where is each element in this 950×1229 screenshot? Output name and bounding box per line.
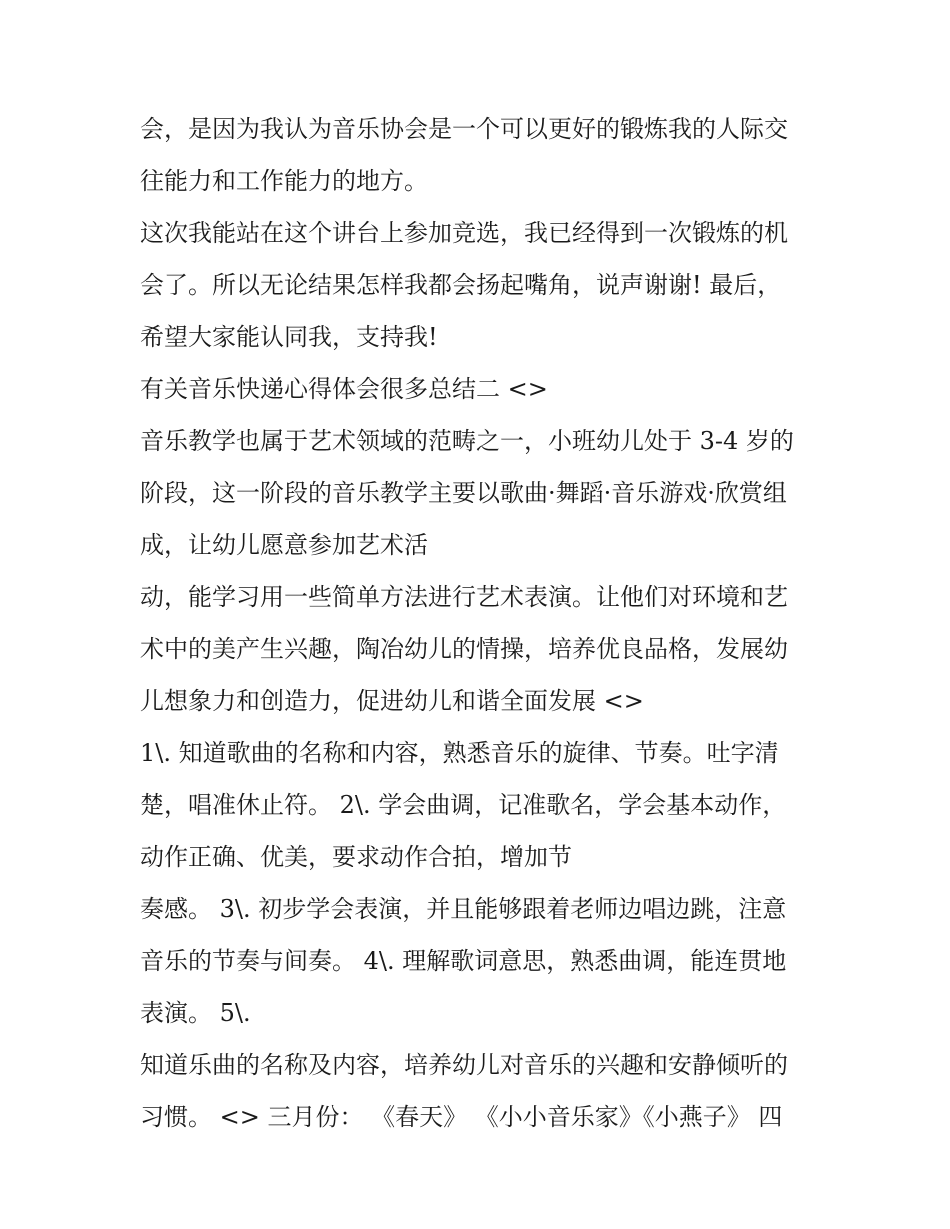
text-line: 会了。所以无论结果怎样我都会扬起嘴角，说声谢谢! 最后， <box>140 271 782 299</box>
text-line: 希望大家能认同我，支持我! <box>140 323 438 351</box>
text-line: 楚，唱准休止符。 2\. 学会曲调，记准歌名，学会基本动作， <box>140 791 787 819</box>
text-line: 这次我能站在这个讲台上参加竞选，我已经得到一次锻炼的机 <box>140 219 788 247</box>
text-line: 音乐的节奏与间奏。 4\. 理解歌词意思，熟悉曲调，能连贯地 <box>140 947 787 975</box>
text-line: 动，能学习用一些简单方法进行艺术表演。让他们对环境和艺 <box>140 583 788 611</box>
section-heading: 有关音乐快递心得体会很多总结二 <> <box>140 375 548 403</box>
document-body <box>140 103 820 1143</box>
text-line: 表演。 5\. <box>140 999 251 1027</box>
text-line: 成，让幼儿愿意参加艺术活 <box>140 531 428 559</box>
text-line: 动作正确、优美，要求动作合拍，增加节 <box>140 843 572 871</box>
text-line: 术中的美产生兴趣，陶冶幼儿的情操，培养优良品格，发展幼 <box>140 635 788 663</box>
text-line: 奏感。 3\. 初步学会表演，并且能够跟着老师边唱边跳，注意 <box>140 895 787 923</box>
text-line: 习惯。 <> 三月份： 《春天》 《小小音乐家》《小燕子》 四 <box>140 1103 783 1131</box>
text-line: 往能力和工作能力的地方。 <box>140 167 428 195</box>
text-line: 知道乐曲的名称及内容，培养幼儿对音乐的兴趣和安静倾听的 <box>140 1051 788 1079</box>
text-line: 1\. 知道歌曲的名称和内容，熟悉音乐的旋律、节奏。吐字清 <box>140 739 779 767</box>
text-line: 阶段，这一阶段的音乐教学主要以歌曲·舞蹈·音乐游戏·欣赏组 <box>140 479 787 507</box>
text-line: 儿想象力和创造力，促进幼儿和谐全面发展 <> <box>140 687 644 715</box>
text-line: 会，是因为我认为音乐协会是一个可以更好的锻炼我的人际交 <box>140 115 788 143</box>
text-line: 音乐教学也属于艺术领域的范畴之一，小班幼儿处于 3-4 岁的 <box>140 427 794 455</box>
